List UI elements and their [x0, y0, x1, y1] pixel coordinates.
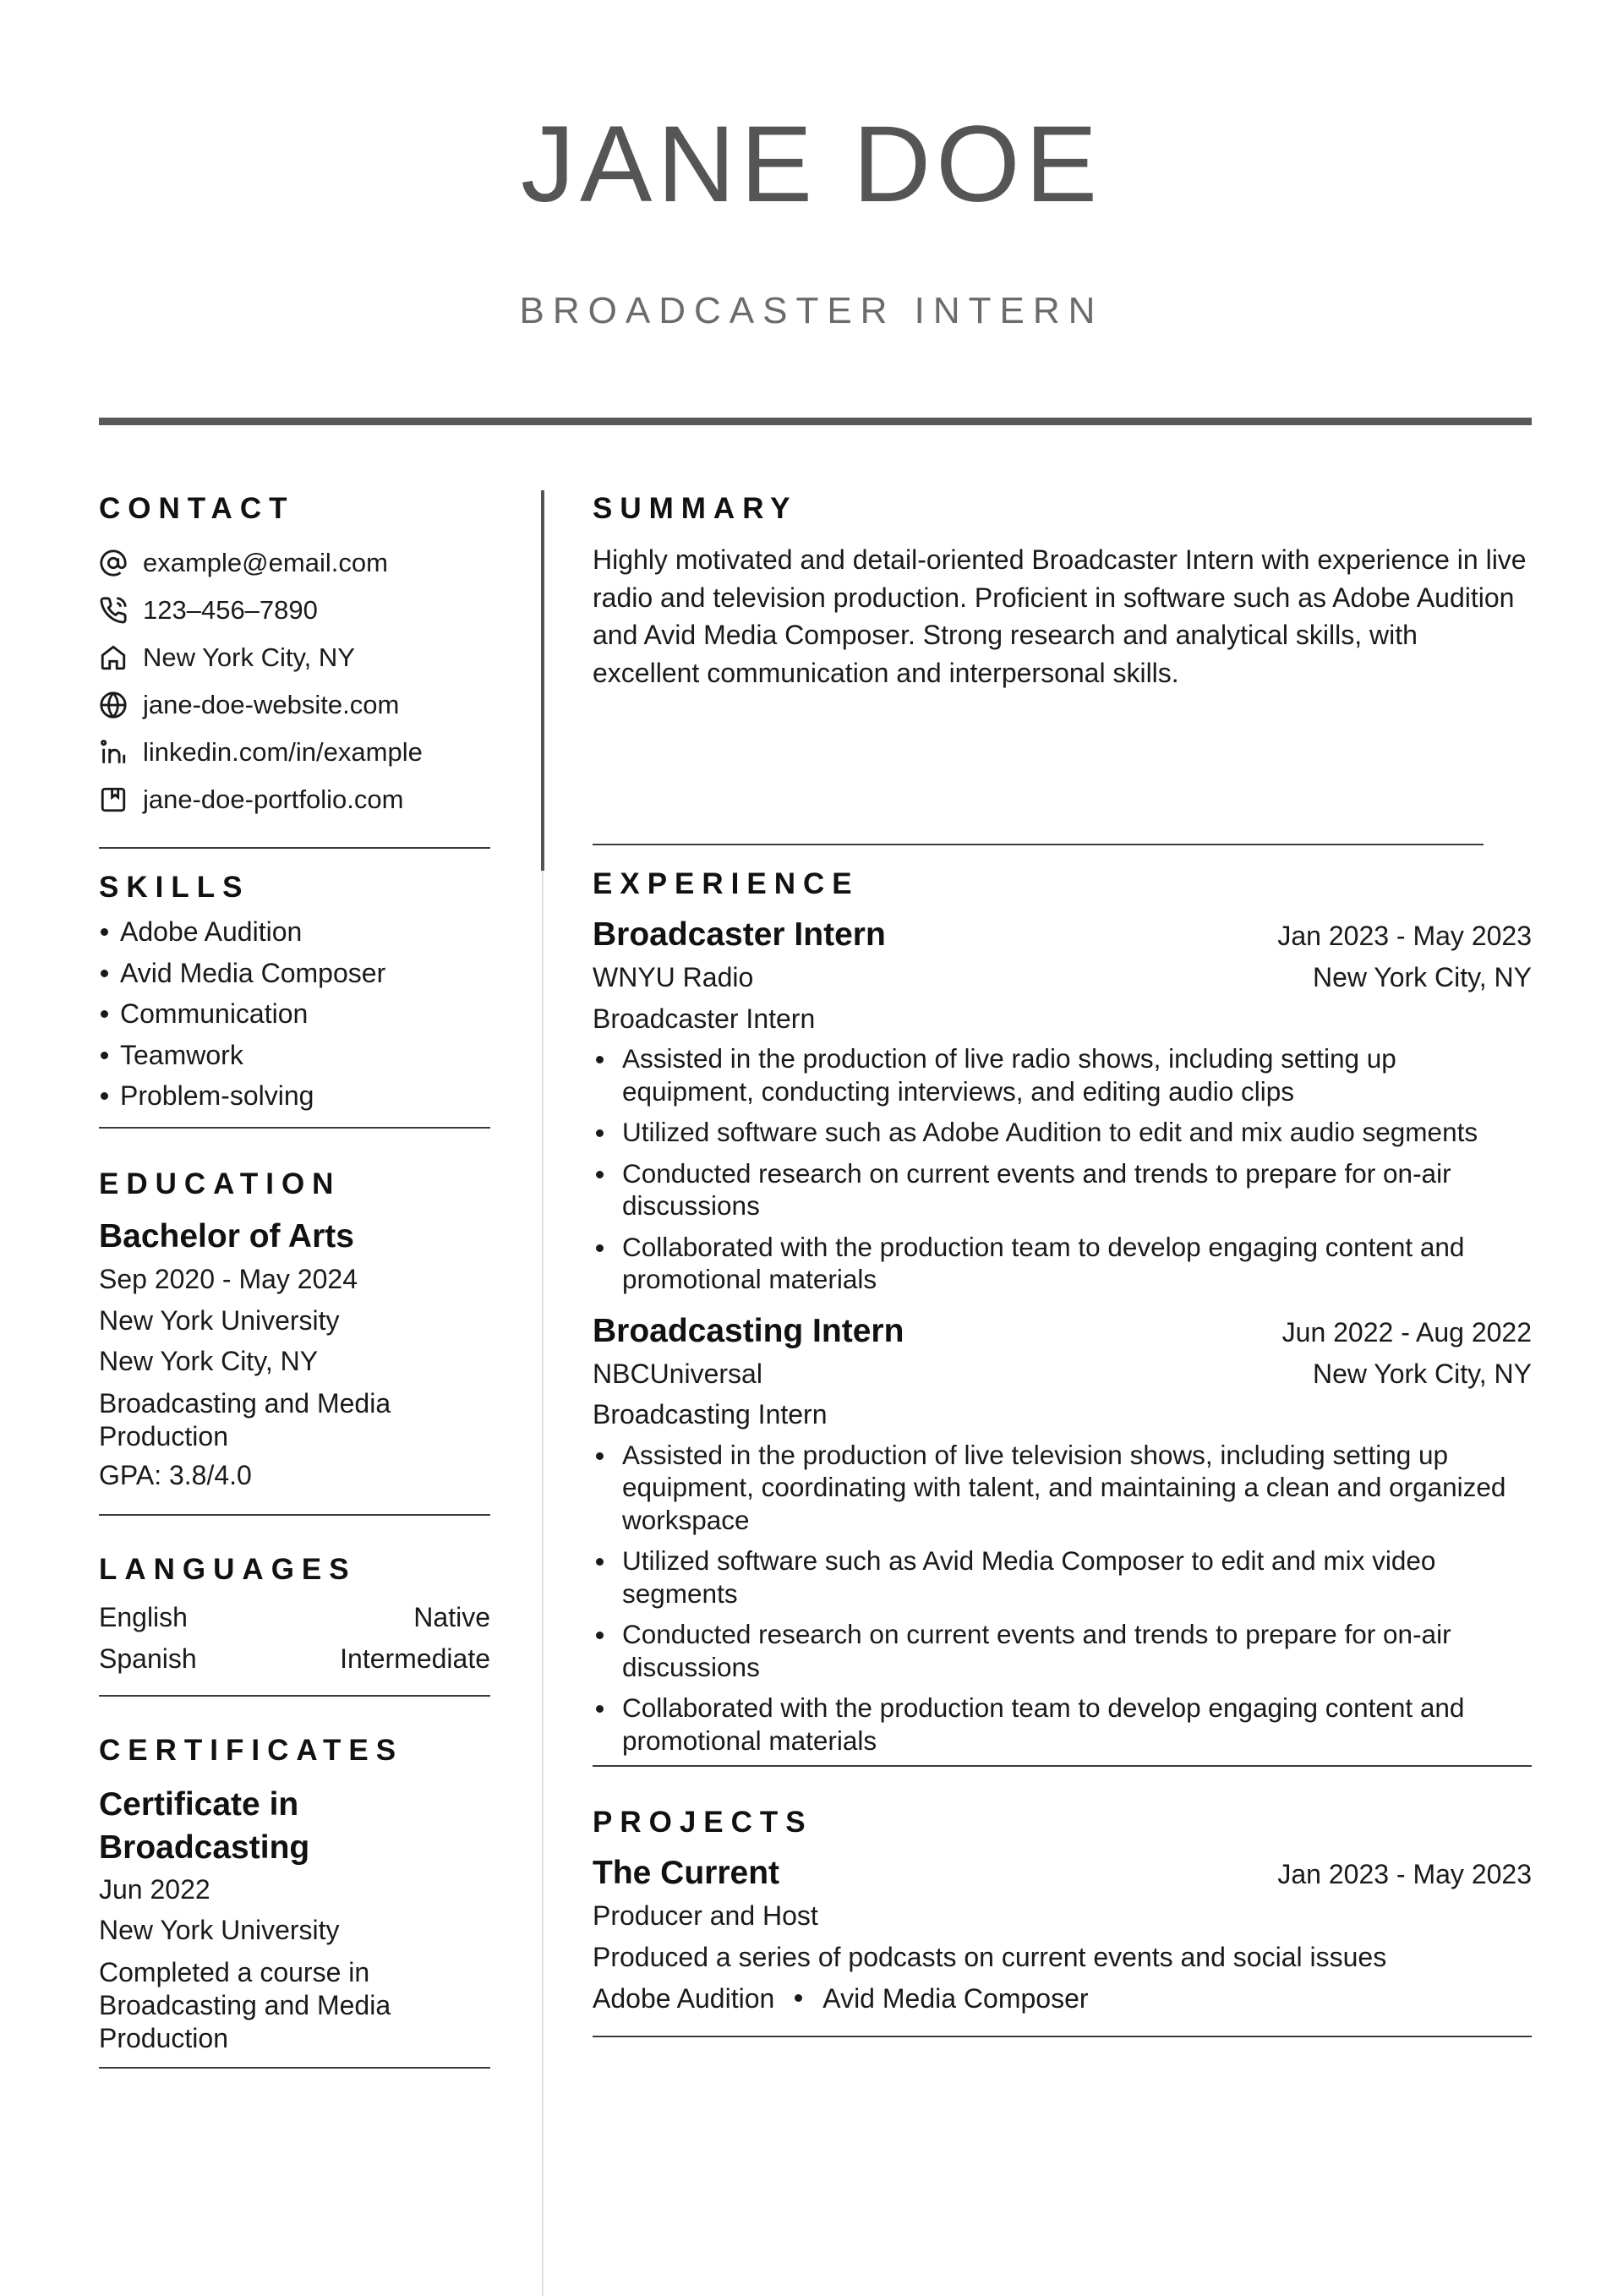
job-bullet: Assisted in the production of live television shows, including setting up equipment, coordinating with talent, and maintaining a clean and organized workspace	[593, 1439, 1532, 1537]
globe-icon	[99, 691, 128, 719]
right-column	[593, 489, 1532, 2037]
contact-email-text: example@email.com	[143, 548, 388, 577]
job-bullets	[593, 1042, 1532, 1296]
certificate-description: Completed a course in Broadcasting and Media Production	[99, 1956, 391, 2053]
languages-section	[99, 1550, 490, 1679]
job-company: WNYU Radio	[593, 962, 754, 992]
language-name: English	[99, 1602, 188, 1633]
experience-entry	[593, 1309, 1532, 1758]
phone-icon	[99, 596, 128, 625]
contact-website[interactable]	[99, 681, 490, 729]
project-name: The Current	[593, 1855, 780, 1892]
job-title: Broadcasting Intern	[593, 1312, 904, 1349]
column-divider	[541, 490, 544, 871]
job-bullet: Assisted in the production of live radio shows, including setting up equipment, conducting interviews, and editing audio clips	[593, 1042, 1532, 1107]
summary-text: Highly motivated and detail-oriented Broadcaster Intern with experience in live radio and television production. Proficient in software such as Adobe Audition and Avid Media Composer. Strong research and analytical skills, with excellent communication and interpersonal skills.	[593, 544, 1527, 688]
skill-item: Adobe Audition	[99, 911, 490, 953]
job-location: New York City, NY	[1312, 1358, 1532, 1389]
language-row	[99, 1597, 490, 1638]
contact-phone-text: 123–456–7890	[143, 595, 318, 625]
skills-section	[99, 867, 490, 1117]
tool-separator-dot	[795, 1994, 802, 2002]
job-bullet: Conducted research on current events and trends to prepare for on-air discussions	[593, 1618, 1532, 1683]
projects-heading: PROJECTS	[593, 1806, 813, 1840]
contact-location	[99, 634, 490, 681]
language-row	[99, 1638, 490, 1680]
contact-heading: CONTACT	[99, 492, 295, 525]
column-divider-light	[542, 871, 544, 2296]
experience-entry	[593, 913, 1532, 1296]
left-column	[99, 489, 490, 2069]
contact-section	[99, 489, 490, 823]
contact-linkedin[interactable]	[99, 729, 490, 776]
resume-title: BROADCASTER INTERN	[519, 290, 1104, 331]
project-tools	[593, 1978, 1532, 2019]
linkedin-icon	[99, 738, 128, 767]
education-field: Broadcasting and Media Production	[99, 1387, 391, 1451]
project-tool: Adobe Audition	[593, 1982, 775, 2014]
education-location: New York City, NY	[99, 1346, 319, 1377]
certificates-heading: CERTIFICATES	[99, 1733, 404, 1767]
contact-website-text: jane-doe-website.com	[143, 690, 400, 719]
job-title: Broadcaster Intern	[593, 916, 886, 953]
certificates-section	[99, 1730, 490, 2055]
project-description: Produced a series of podcasts on current events and social issues	[593, 1941, 1387, 1972]
language-name: Spanish	[99, 1643, 197, 1674]
contact-portfolio[interactable]	[99, 776, 490, 823]
experience-heading: EXPERIENCE	[593, 867, 860, 900]
header-divider	[99, 418, 1532, 425]
job-role: Broadcasting Intern	[593, 1399, 828, 1430]
job-bullet: Collaborated with the production team to develop engaging content and promotional materials	[593, 1231, 1532, 1296]
project-role: Producer and Host	[593, 1900, 818, 1932]
education-school: New York University	[99, 1304, 340, 1336]
job-bullet: Utilized software such as Avid Media Composer to edit and mix video segments	[593, 1544, 1532, 1610]
education-degree: Bachelor of Arts	[99, 1217, 354, 1255]
summary-heading: SUMMARY	[593, 492, 798, 525]
projects-section	[593, 1802, 1532, 2018]
certificate-date: Jun 2022	[99, 1873, 210, 1905]
language-level: Native	[413, 1602, 490, 1633]
at-icon	[99, 549, 128, 577]
contact-linkedin-text: linkedin.com/in/example	[143, 737, 423, 767]
home-icon	[99, 643, 128, 672]
job-bullet: Utilized software such as Adobe Audition to edit and mix audio segments	[593, 1116, 1532, 1149]
skill-item: Communication	[99, 993, 490, 1035]
certificate-name: Certificate in Broadcasting	[99, 1785, 310, 1866]
projects-divider	[593, 2036, 1532, 2037]
education-gpa: GPA: 3.8/4.0	[99, 1459, 252, 1490]
job-bullet: Collaborated with the production team to develop engaging content and promotional materials	[593, 1692, 1532, 1757]
skills-list	[99, 911, 490, 1117]
summary-section	[593, 489, 1532, 844]
skill-item: Avid Media Composer	[99, 953, 490, 994]
job-company: NBCUniversal	[593, 1358, 762, 1389]
job-bullet: Conducted research on current events and trends to prepare for on-air discussions	[593, 1157, 1532, 1222]
job-role: Broadcaster Intern	[593, 1003, 816, 1034]
project-dates: Jan 2023 - May 2023	[1277, 1859, 1532, 1890]
skill-item: Teamwork	[99, 1035, 490, 1076]
certificate-issuer: New York University	[99, 1915, 340, 1946]
education-section	[99, 1164, 490, 1495]
skill-item: Problem-solving	[99, 1075, 490, 1117]
job-dates: Jan 2023 - May 2023	[1277, 921, 1532, 951]
portfolio-icon	[99, 785, 128, 814]
resume-name: JANE DOE	[520, 104, 1103, 225]
contact-portfolio-text: jane-doe-portfolio.com	[143, 784, 404, 814]
contact-location-text: New York City, NY	[143, 642, 355, 672]
job-dates: Jun 2022 - Aug 2022	[1281, 1316, 1532, 1348]
skills-heading: SKILLS	[99, 871, 250, 904]
experience-section	[593, 864, 1532, 1757]
languages-heading: LANGUAGES	[99, 1553, 357, 1587]
certificates-divider	[99, 2067, 490, 2069]
education-heading: EDUCATION	[99, 1167, 342, 1200]
job-location: New York City, NY	[1312, 962, 1532, 992]
language-level: Intermediate	[340, 1643, 490, 1674]
contact-phone[interactable]	[99, 587, 490, 634]
job-bullets	[593, 1439, 1532, 1758]
project-tool: Avid Media Composer	[822, 1982, 1089, 2014]
contact-email[interactable]	[99, 539, 490, 587]
education-dates: Sep 2020 - May 2024	[99, 1263, 358, 1294]
